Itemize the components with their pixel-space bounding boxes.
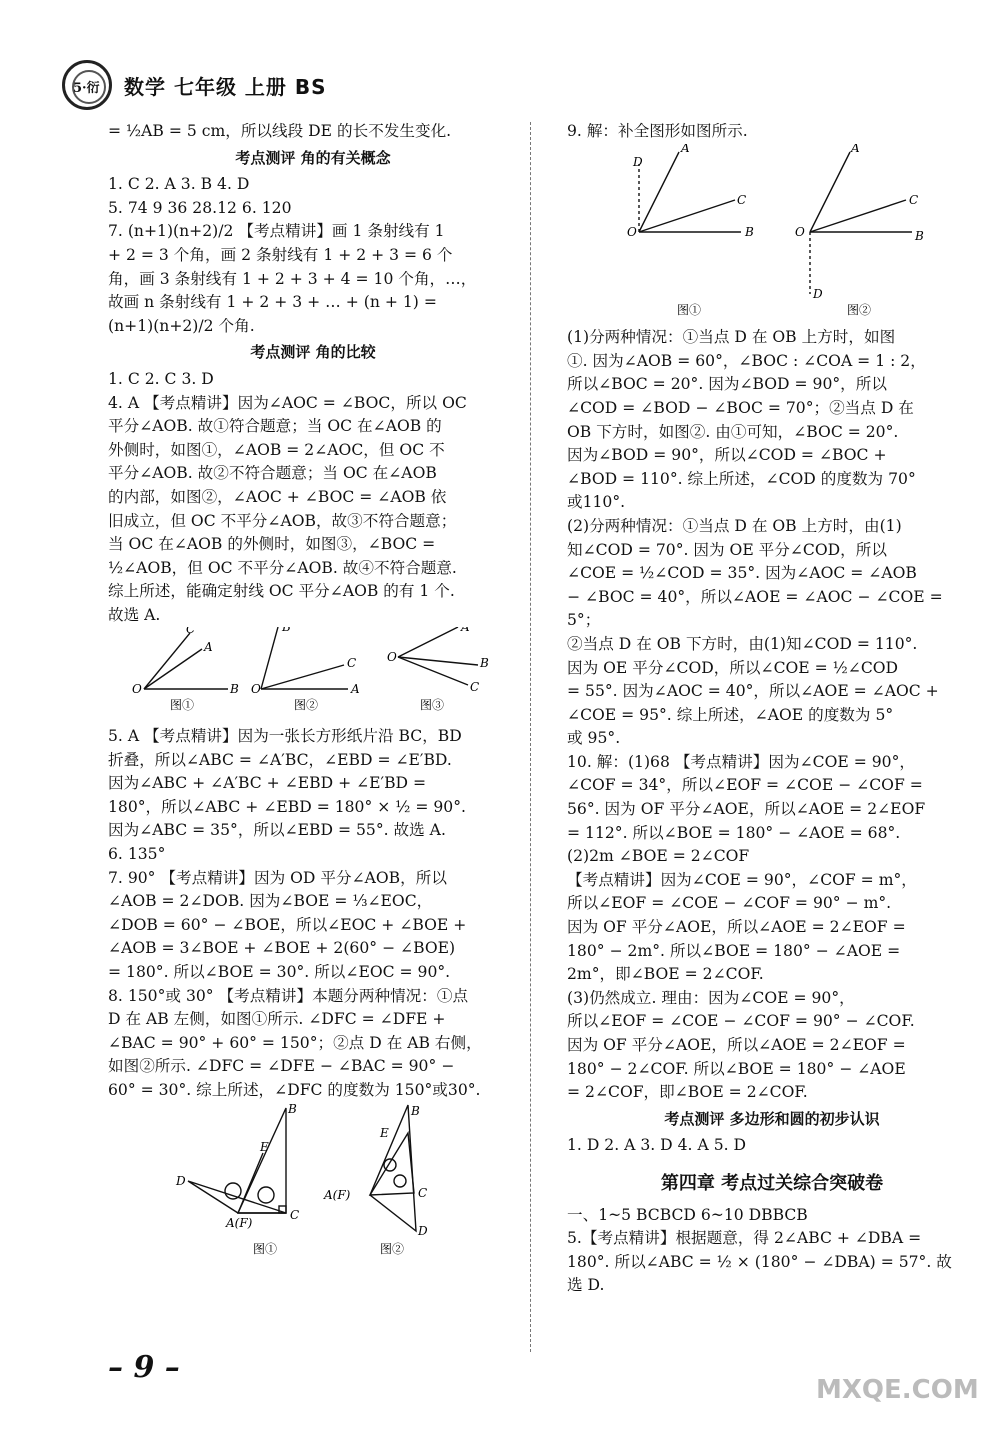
figure-point-label: D [176, 1173, 186, 1188]
answer-line: ½∠AOB，但 OC 不平分∠AOB. 故④不符合题意. [108, 558, 457, 577]
answer-line: 5. A 【考点精讲】因为一张长方形纸片沿 BC，BD [108, 727, 462, 746]
answer-line: ∠COE = ½∠COD = 35°. 因为∠AOC = ∠AOB [567, 564, 917, 583]
answer-line: 5°； [567, 611, 601, 630]
figure-point-label: O [387, 650, 397, 665]
answer-line: 180°. 所以∠ABC = ½ × (180° − ∠DBA) = 57°. 故 [567, 1252, 952, 1271]
answer-line: 9. 解：补全图形如图所示. [567, 122, 748, 140]
answer-line: (2)2m ∠BOE = 2∠COF [567, 847, 750, 866]
answer-line: D 在 AB 左侧，如图①所示. ∠DFC = ∠DFE + [108, 1010, 446, 1029]
answer-line: 平分∠AOB. 故①符合题意；当 OC 在∠AOB 的 [108, 417, 442, 436]
answer-line: 5.【考点精讲】根据题意，得 2∠ABC + ∠DBA = [567, 1229, 922, 1248]
figure-point-label: B [282, 627, 291, 635]
answer-line: 折叠，所以∠ABC = ∠A′BC，∠EBD = ∠E′BD. [108, 750, 452, 769]
answer-line: 因为 OF 平分∠AOE，所以∠AOE = 2∠EOF = [567, 918, 906, 937]
figure-point-label: D [633, 154, 643, 169]
figure-point-label: O [627, 224, 637, 239]
answer-line: OB 下方时，如图②. 由①可知，∠BOC = 20°. [567, 422, 899, 441]
answer-line: = 2∠COF，即∠BOE = 2∠COF. [567, 1083, 808, 1102]
angle-figures-3 [108, 627, 508, 717]
answer-line: 因为∠ABC + ∠A′BC + ∠EBD + ∠E′BD = [108, 774, 427, 793]
figure-point-label: E [260, 1139, 269, 1154]
answer-line: = ½AB = 5 cm，所以线段 DE 的长不发生变化. [108, 122, 452, 140]
answer-line: 1. C 2. A 3. B 4. D [108, 175, 250, 194]
page-header [62, 60, 327, 110]
answer-line: 外侧时，如图①，∠AOB = 2∠AOC，但 OC 不 [108, 440, 445, 459]
answer-line: 如图②所示. ∠DFC = ∠DFE − ∠BAC = 90° − [108, 1057, 455, 1076]
figure-caption: 图① [170, 698, 195, 713]
answer-line: 2m°，即∠BOE = 2∠COF. [567, 965, 764, 984]
answer-line: 【考点精讲】因为∠COE = 90°，∠COF = m°， [567, 870, 917, 889]
answer-line: 1. C 2. C 3. D [108, 369, 214, 388]
answer-line: (2)分两种情况：①当点 D 在 OB 上方时，由(1) [567, 516, 902, 535]
answer-line: 因为∠BOD = 90°，所以∠COD = ∠BOC + [567, 446, 887, 465]
figure-point-label: D [418, 1223, 428, 1238]
answer-line: ∠DOB = 60° − ∠BOE，所以∠EOC + ∠BOE + [108, 915, 467, 934]
answer-line: 所以∠BOC = 20°. 因为∠BOD = 90°，所以 [567, 375, 887, 394]
figure-caption: 图② [847, 302, 872, 317]
answer-line: + 2 = 3 个角，画 2 条射线有 1 + 2 + 3 = 6 个 [108, 245, 453, 264]
answer-line: 或110°. [567, 493, 626, 512]
section-heading: 考点测评 多边形和圆的初步认识 [664, 1109, 880, 1128]
answer-line: 因为∠ABC = 35°，所以∠EBD = 55°. 故选 A. [108, 821, 446, 840]
answer-line: = 180°. 所以∠BOE = 30°. 所以∠EOC = 90°. [108, 963, 451, 981]
figure-caption: 图② [380, 1241, 405, 1256]
answer-line: ∠COD = ∠BOD − ∠BOC = 70°；②当点 D 在 [567, 398, 914, 417]
right-column [567, 120, 977, 1298]
answer-line: ②当点 D 在 OB 下方时，由(1)知∠COD = 110°. [567, 634, 918, 653]
answer-line: ∠BOD = 110°. 综上所述，∠COD 的度数为 70° [567, 469, 916, 488]
figure-point-label: D [813, 286, 823, 301]
triangle-figures-2 [108, 1103, 508, 1268]
answer-line: 180° − 2∠COF. 所以∠BOE = 180° − ∠AOE [567, 1059, 906, 1078]
publisher-logo [62, 60, 112, 110]
page-number-value: 9 [133, 1350, 155, 1385]
figure-point-label: B [230, 682, 239, 697]
figure-point-label: C [418, 1185, 428, 1200]
answer-line: 平分∠AOB. 故②不符合题意；当 OC 在∠AOB [108, 464, 437, 483]
answer-line: 故画 n 条射线有 1 + 2 + 3 + … + (n + 1) = [108, 293, 437, 312]
angle-figures-2 [567, 144, 967, 319]
answer-line: 故选 A. [108, 605, 161, 624]
figure-point-label: C [909, 192, 919, 207]
figure-point-label: B [915, 228, 924, 243]
answer-line: − ∠BOC = 40°，所以∠AOE = ∠AOC − ∠COE = [567, 587, 943, 606]
answer-line: 6. 135° [108, 845, 166, 864]
figure-point-label: B [288, 1102, 297, 1116]
figure-point-label: A [204, 640, 213, 655]
section-heading: 考点测评 角的比较 [250, 343, 376, 362]
answer-line: 因为 OE 平分∠COD，所以∠COE = ½∠COD [567, 658, 899, 677]
figure-point-label: C [186, 627, 196, 637]
answer-line: 8. 150°或 30° 【考点精讲】本题分两种情况：①点 [108, 986, 469, 1005]
figure-point-label: A [681, 143, 690, 155]
answer-line: = 55°. 因为∠AOC = 40°，所以∠AOE = ∠AOC + [567, 682, 939, 701]
figure-point-label: O [795, 224, 805, 239]
figure-point-label: C [290, 1207, 300, 1222]
answer-line: ∠BAC = 90° + 60° = 150°；②点 D 在 AB 右侧， [108, 1033, 482, 1052]
figure-point-label: A [851, 143, 860, 155]
figure-point-label: A(F) [324, 1187, 351, 1202]
answer-line: 7. 90° 【考点精讲】因为 OD 平分∠AOB，所以 [108, 868, 447, 887]
figure-figR1 [567, 144, 977, 327]
answer-line: ①. 因为∠AOB = 60°，∠BOC : ∠COA = 1 : 2， [567, 351, 926, 370]
answer-line: = 112°. 所以∠BOE = 180° − ∠AOE = 68°. [567, 823, 901, 842]
answer-line: 知∠COD = 70°. 因为 OE 平分∠COD，所以 [567, 540, 887, 559]
answer-line: 60° = 30°. 综上所述，∠DFC 的度数为 150°或30°. [108, 1080, 481, 1099]
figure-point-label: B [411, 1103, 420, 1118]
answer-line: 一、1~5 BCBCD 6~10 DBBCB [567, 1205, 808, 1224]
figure-point-label: B [480, 656, 489, 671]
answer-line: 10. 解：(1)68 【考点精讲】因为∠COE = 90°， [567, 752, 915, 771]
figure-point-label: A [461, 627, 470, 635]
figure-point-label: C [737, 192, 747, 207]
answer-line: 180°，所以∠ABC + ∠EBD = 180° × ½ = 90°. [108, 797, 466, 816]
answer-line: ∠COE = 95°. 综上所述，∠AOE 的度数为 5° [567, 705, 894, 724]
page-number: – 9 – [108, 1350, 180, 1385]
figure-point-label: O [251, 682, 261, 697]
answer-line: 5. 74 9 36 28.12 6. 120 [108, 198, 292, 217]
answer-line: 所以∠EOF = ∠COE − ∠COF = 90° − m°. [567, 894, 892, 913]
figure-figL2 [108, 1103, 518, 1276]
figure-point-label: C [470, 680, 480, 695]
figure-figL1 [108, 627, 518, 725]
answer-line: (1)分两种情况：①当点 D 在 OB 上方时，如图 [567, 328, 896, 347]
answer-line: 180° − 2m°. 所以∠BOE = 180° − ∠AOE = [567, 941, 901, 960]
book-title: 数学 七年级 上册 BS [124, 74, 327, 99]
figure-point-label: A [351, 682, 360, 697]
figure-caption: 图③ [420, 698, 445, 713]
answer-line: 56°. 因为 OF 平分∠AOE，所以∠AOE = 2∠EOF [567, 800, 926, 819]
answer-line: 所以∠EOF = ∠COE − ∠COF = 90° − ∠COF. [567, 1012, 915, 1031]
answer-line: (n+1)(n+2)/2 个角. [108, 316, 255, 335]
answer-line: 当 OC 在∠AOB 的外侧时，如图③，∠BOC = [108, 535, 436, 554]
answer-line: 4. A 【考点精讲】因为∠AOC = ∠BOC，所以 OC [108, 393, 467, 412]
answer-line: (3)仍然成立. 理由：因为∠COE = 90°， [567, 988, 855, 1007]
section-heading: 考点测评 角的有关概念 [235, 148, 391, 167]
answer-line: 的内部，如图②，∠AOC + ∠BOC = ∠AOB 依 [108, 487, 447, 506]
left-column [108, 120, 518, 1275]
answer-line: 或 95°. [567, 729, 621, 748]
figure-caption: 图① [253, 1241, 278, 1256]
answer-line: 7. (n+1)(n+2)/2 【考点精讲】画 1 条射线有 1 [108, 222, 445, 241]
figure-caption: 图② [294, 698, 319, 713]
watermark: MXQE.COM [816, 1375, 979, 1405]
figure-point-label: B [745, 224, 754, 239]
figure-point-label: A(F) [226, 1215, 253, 1230]
figure-point-label: C [347, 656, 357, 671]
figure-point-label: E [380, 1125, 389, 1140]
column-divider [530, 122, 531, 1352]
answer-line: 因为 OF 平分∠AOE，所以∠AOE = 2∠EOF = [567, 1036, 906, 1054]
chapter-heading: 第四章 考点过关综合突破卷 [660, 1172, 884, 1194]
answer-line: 1. D 2. A 3. D 4. A 5. D [567, 1136, 747, 1155]
answer-line: 选 D. [567, 1276, 605, 1295]
answer-line: 综上所述，能确定射线 OC 平分∠AOB 的有 1 个. [108, 582, 455, 601]
figure-caption: 图① [677, 302, 702, 317]
logo-text: 5·衍 [73, 81, 100, 96]
answer-line: 角，画 3 条射线有 1 + 2 + 3 + 4 = 10 个角，…， [108, 269, 477, 288]
answer-line: ∠COF = 34°，所以∠EOF = ∠COE − ∠COF = [567, 776, 923, 795]
answer-line: ∠AOB = 2∠DOB. 因为∠BOE = ⅓∠EOC， [108, 892, 433, 911]
figure-point-label: O [132, 682, 142, 697]
answer-line: 旧成立，但 OC 不平分∠AOB，故③不符合题意； [108, 511, 457, 530]
answer-line: ∠AOB = 3∠BOE + ∠BOE + 2(60° − ∠BOE) [108, 939, 456, 958]
